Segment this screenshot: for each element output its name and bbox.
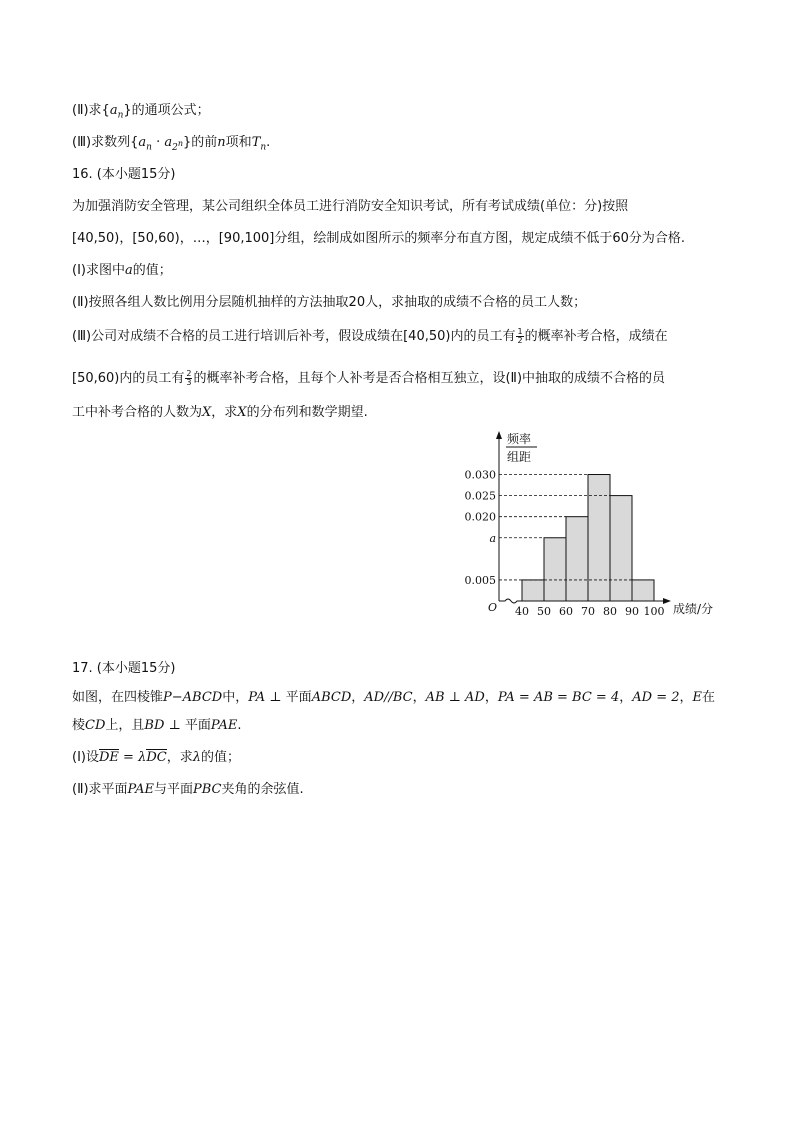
x-axis-label: 成绩/分 [673, 602, 714, 616]
fraction-denominator: 2 [517, 336, 523, 345]
y-tick-label-1: a [489, 531, 496, 545]
q15-part3-dot: · [151, 135, 165, 150]
q17-text-8: ， [679, 690, 693, 705]
fraction-numerator: 1 [517, 327, 523, 336]
y-tick-label-0: 0.005 [464, 573, 496, 587]
q15-part3-var-a2: a [164, 135, 173, 150]
q16-part3-text2: 的概率补考合格，成绩在 [524, 329, 668, 344]
q17-part2-text-end: 夹角的余弦值. [221, 782, 304, 797]
x-tick-label-60: 60 [559, 605, 573, 618]
q15-part3-text-mid2: 项和 [225, 135, 252, 150]
x-tick-label-80: 80 [603, 605, 617, 618]
y-tick-label-2: 0.020 [464, 510, 496, 524]
q17-plane-abcd: ABCD [311, 690, 352, 705]
q17-vector-de: DE [98, 750, 119, 765]
q15-part3-sub-2n [172, 138, 184, 153]
q16-part3-text1: (Ⅲ)公司对成绩不合格的员工进行培训后补考，假设成绩在[40,50)内的员工有 [72, 329, 516, 344]
q16-part2: (Ⅱ)按照各组人数比例用分层随机抽样的方法抽取20人，求抽取的成绩不合格的员工人数； [72, 295, 587, 310]
q16-part3-text5: 工中补考合格的人数为 [72, 405, 203, 420]
q17-math-ab-perp-ad: AB ⊥ AD [425, 690, 485, 705]
q17-part2-text-mid: 与平面 [153, 782, 193, 797]
origin-label: O [488, 601, 498, 614]
y-axis-label-numerator: 频率 [507, 432, 532, 446]
q16-part3-line3 [72, 404, 368, 422]
frequency-histogram [455, 425, 725, 620]
q15-part3-sub-2: 2 [172, 142, 178, 153]
x-tick-label-40: 40 [515, 605, 529, 618]
q15-part3-text: (Ⅲ)求数列{ [72, 135, 139, 150]
q16-header: 16. (本小题15分) [72, 167, 176, 182]
q17-text-1: 如图，在四棱锥 [72, 690, 164, 705]
q16-part1-text-end: 的值； [132, 263, 172, 278]
q16-intro-line2: [40,50)，[50,60)，…，[90,100]分组，绘制成如图所示的频率分布直方图，规定成绩不低于60分为合格. [72, 231, 686, 246]
q15-part3-var-n: n [217, 135, 226, 150]
q17-part1-text: (Ⅰ)设 [72, 750, 99, 765]
q17-part2 [72, 781, 304, 799]
x-axis-arrow [663, 598, 671, 604]
q15-part3-sub-Tn: n [260, 142, 267, 153]
fraction-numerator: 2 [186, 369, 192, 378]
q17-text-11: 上，且 [105, 718, 145, 733]
q17-part1 [72, 749, 240, 767]
q17-text-3: 平面 [285, 690, 312, 705]
q16-var-X2: X [237, 405, 247, 420]
x-tick-label-70: 70 [581, 605, 595, 618]
q16-part3-text6: ，求 [211, 405, 238, 420]
q15-part3-var-T: T [251, 135, 261, 150]
q15-part2-sub-n: n [117, 110, 124, 121]
histogram-bar-70-80 [588, 475, 610, 601]
q17-math-lengths: PA = AB = BC = 4 [497, 690, 620, 705]
q17-text-10: 棱 [72, 718, 86, 733]
q17-edge-cd: CD [85, 718, 106, 733]
q16-part1-text: (Ⅰ)求图中 [72, 263, 125, 278]
y-tick-label-3: 0.025 [464, 489, 496, 503]
q17-text-6: ， [484, 690, 498, 705]
q17-pyramid-name: P−ABCD [163, 690, 223, 705]
q17-text-12: 平面 [184, 718, 211, 733]
q16-part3-text7: 的分布列和数学期望. [246, 405, 368, 420]
q17-plane-pae: PAE [210, 718, 238, 733]
q15-part3-sup-n: n [177, 138, 184, 148]
x-tick-label-50: 50 [537, 605, 551, 618]
histogram-bar-40-50 [522, 580, 544, 601]
q17-text-13: . [237, 718, 242, 733]
q15-part3-text-mid: }的前 [183, 135, 218, 150]
q17-point-e: E [692, 690, 703, 705]
q15-part3-end: . [266, 135, 271, 150]
q15-part2 [72, 102, 210, 125]
q16-fraction-half [516, 328, 523, 345]
q17-part1-text-end: 的值； [200, 750, 240, 765]
q17-vector-dc: DC [146, 750, 167, 765]
q17-plane-pae-2: PAE [127, 782, 154, 797]
q17-part1-text-mid: ，求 [166, 750, 193, 765]
q17-line2 [72, 717, 241, 735]
q16-part3-text4: 的概率补考合格，且每个人补考是否合格相互独立，设(Ⅱ)中抽取的成绩不合格的员 [193, 371, 666, 386]
q17-text-9: 在 [702, 690, 716, 705]
q17-math-pa-perp: PA ⊥ [248, 690, 286, 705]
q17-math-ad-length: AD = 2 [632, 690, 680, 705]
x-tick-label-90: 90 [625, 605, 639, 618]
q17-math-equals-lambda: = λ [118, 750, 147, 765]
q17-math-ad-parallel-bc: AD//BC [364, 690, 413, 705]
q15-part2-text-end: }的通项公式； [123, 103, 210, 118]
histogram-bar-80-90 [610, 496, 632, 601]
q16-part3-text3: [50,60)内的员工有 [72, 371, 185, 386]
q16-part3-line2 [72, 370, 665, 388]
q17-part2-text: (Ⅱ)求平面 [72, 782, 128, 797]
q17-var-lambda: λ [192, 750, 201, 765]
histogram-bar-90-100 [632, 580, 654, 601]
y-axis-arrow [496, 431, 502, 439]
q16-fraction-two-thirds [185, 370, 192, 387]
histogram-bar-60-70 [566, 517, 588, 601]
q17-line1 [72, 689, 715, 707]
q15-part3-sub-n: n [146, 142, 152, 153]
x-tick-label-100: 100 [643, 605, 665, 618]
q15-part3-var-a: a [138, 135, 147, 150]
q16-part3-line1 [72, 328, 668, 346]
q17-text-7: ， [619, 690, 633, 705]
q17-text-5: ， [412, 690, 426, 705]
q17-text-4: ， [351, 690, 365, 705]
q17-header: 17. (本小题15分) [72, 661, 176, 676]
q15-part2-text: (Ⅱ)求{ [72, 103, 110, 118]
q17-plane-pbc: PBC [193, 782, 222, 797]
y-axis-label-denominator: 组距 [507, 450, 532, 464]
y-tick-label-4: 0.030 [464, 468, 496, 482]
q16-part1 [72, 262, 172, 280]
q16-intro-line1: 为加强消防安全管理，某公司组织全体员工进行消防安全知识考试，所有考试成绩(单位：分)按照 [72, 199, 629, 214]
fraction-denominator: 3 [186, 378, 192, 387]
histogram-bar-50-60 [544, 538, 566, 601]
q15-part2-var-a: a [109, 103, 118, 118]
q15-part3 [72, 134, 270, 157]
q17-text-2: 中， [222, 690, 249, 705]
q17-math-bd-perp: BD ⊥ [144, 718, 185, 733]
q16-part1-var-a: a [124, 263, 133, 278]
q16-var-X: X [202, 405, 212, 420]
